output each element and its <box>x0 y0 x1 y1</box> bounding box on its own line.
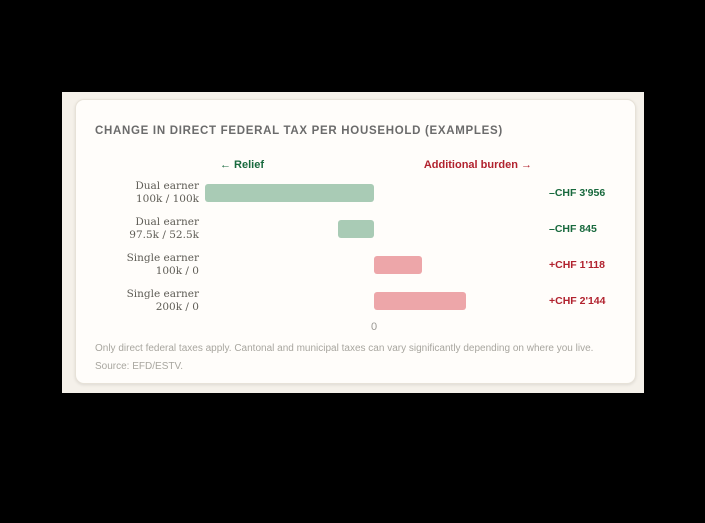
row-label: Dual earner 100k / 100k <box>135 180 199 205</box>
row-plot-area <box>205 175 543 211</box>
burden-bar <box>374 256 422 274</box>
burden-bar <box>374 292 466 310</box>
chart-axis <box>95 321 616 335</box>
row-label: Single earner 100k / 0 <box>126 252 199 277</box>
row-plot-area <box>205 283 543 319</box>
row-plot-area <box>205 211 543 247</box>
row-label: Dual earner 97.5k / 52.5k <box>129 216 199 241</box>
chart-row <box>95 247 616 283</box>
chart-direction-header <box>95 158 616 171</box>
axis-zero-label: 0 <box>370 321 378 333</box>
tax-chart-card <box>75 99 636 384</box>
chart-title: CHANGE IN DIRECT FEDERAL TAX PER HOUSEHOLD (EXAMPLES) <box>95 125 503 137</box>
chart-rows <box>95 175 616 319</box>
row-value-label: –CHF 3'956 <box>549 187 606 199</box>
chart-row <box>95 175 616 211</box>
row-label: Single earner 200k / 0 <box>126 288 199 313</box>
chart-row <box>95 283 616 319</box>
row-value-label: +CHF 1'118 <box>549 259 605 271</box>
relief-bar <box>338 220 374 238</box>
page-background <box>62 92 644 393</box>
chart-footnote: Only direct federal taxes apply. Cantonal and municipal taxes can vary significantly depending on where you live. <box>95 343 594 354</box>
chart-row <box>95 211 616 247</box>
row-value-label: –CHF 845 <box>549 223 597 235</box>
relief-bar <box>205 184 374 202</box>
relief-direction-label: ← Relief <box>220 158 265 171</box>
chart-source: Source: EFD/ESTV. <box>95 361 183 372</box>
row-value-label: +CHF 2'144 <box>549 295 606 307</box>
row-plot-area <box>205 247 543 283</box>
burden-direction-label: Additional burden → <box>423 158 532 171</box>
